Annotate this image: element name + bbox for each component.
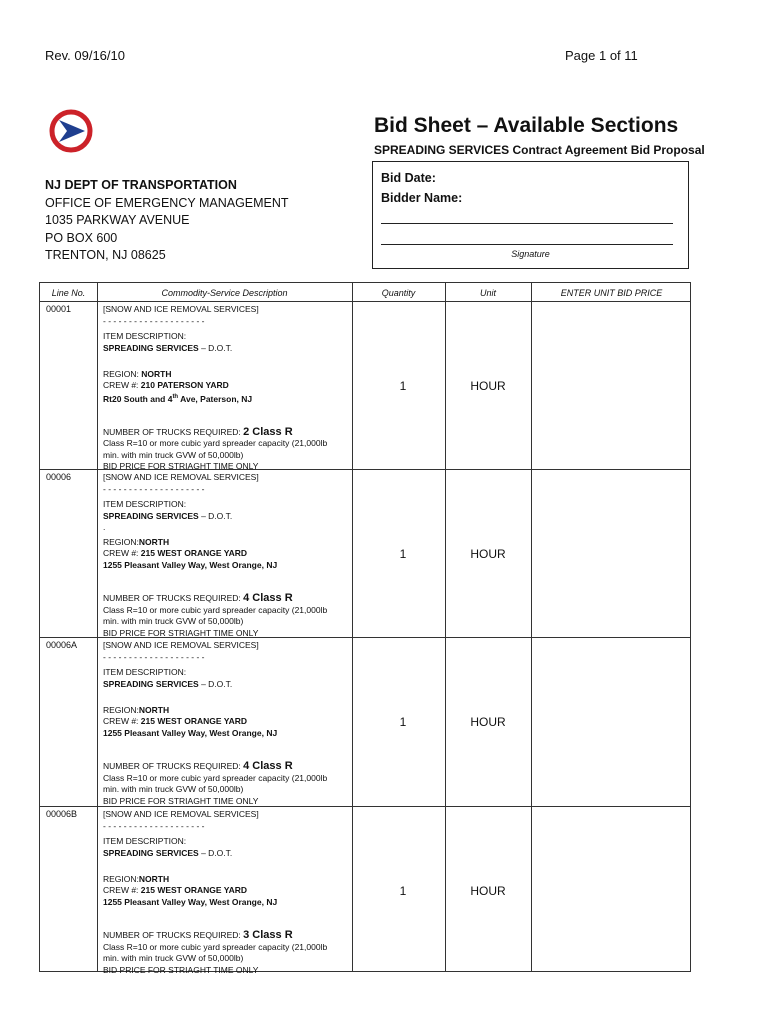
dot-line [103,859,353,871]
trucks-line [103,761,353,773]
signature-line[interactable] [381,244,673,245]
crew-value: 215 WEST ORANGE YARD [140,548,248,558]
line-number: 00001 [46,304,72,314]
crew-value: 215 WEST ORANGE YARD [140,885,248,895]
row-description [103,809,353,976]
separator-dashes: - - - - - - - - - - - - - - - - - - - - [103,483,205,494]
trucks-line [103,930,353,942]
trucks-label: NUMBER OF TRUCKS REQUIRED: [103,930,244,940]
agency-address [45,177,289,265]
region-line [103,874,353,886]
item-description-label: ITEM DESCRIPTION: [103,331,187,341]
page-subtitle: SPREADING SERVICES Contract Agreement Bid Proposal [374,143,705,157]
class-note-1: Class R=10 or more cubic yard spreader capacity (21,000lb [103,438,328,449]
trucks-label: NUMBER OF TRUCKS REQUIRED: [103,426,244,437]
page-title: Bid Sheet – Available Sections [374,114,679,137]
row-description [103,472,353,639]
line-number: 00006 [46,472,72,482]
separator-dashes: - - - - - - - - - - - - - - - - - - - - [103,651,205,662]
location-rest: Ave, Paterson, NJ [178,393,253,404]
bid-price-cell[interactable] [532,302,691,468]
location-sup: th [172,393,179,400]
crew-label: CREW #: [103,885,141,895]
address-line: OFFICE OF EMERGENCY MANAGEMENT [45,195,289,210]
bid-table [39,282,691,975]
dot-line [103,690,353,702]
row-description [103,304,353,473]
col-header-description: Commodity-Service Description [161,288,288,298]
separator-dashes: - - - - - - - - - - - - - - - - - - - - [103,315,205,326]
bid-note: BID PRICE FOR STRIAGHT TIME ONLY [103,627,259,638]
crew-line [103,716,353,728]
region-value: NORTH [138,873,170,884]
dot-line [103,354,353,366]
dot-line: . [103,522,106,532]
separator-dashes: - - - - - - - - - - - - - - - - - - - - [103,820,205,831]
item-description-label: ITEM DESCRIPTION: [103,499,187,509]
unit-value: HOUR [470,884,506,898]
bid-price-cell[interactable] [532,638,691,804]
location-text: 1255 Pleasant Valley Way, West Orange, NJ [103,559,278,570]
region-label: REGION: [103,368,142,379]
service-line [103,848,353,860]
service-line [103,511,353,523]
trucks-value: 2 Class R [243,425,293,438]
unit-value: HOUR [470,547,506,561]
crew-label: CREW #: [103,716,141,726]
revision-text: Rev. 09/16/10 [45,48,125,63]
location-line [103,897,353,909]
bid-price-cell[interactable] [532,807,691,973]
class-note-2: min. with min truck GVW of 50,000lb) [103,784,244,794]
line-number: 00006B [46,809,78,819]
region-line [103,537,353,549]
service-suffix: – D.O.T. [198,342,233,353]
crew-value: 215 WEST ORANGE YARD [140,716,248,726]
address-line: TRENTON, NJ 08625 [45,248,166,262]
bid-note: BID PRICE FOR STRIAGHT TIME ONLY [103,795,259,806]
crew-value: 210 PATERSON YARD [140,380,229,390]
location-text: Rt20 South and 4 [103,393,173,404]
category-text: [SNOW AND ICE REMOVAL SERVICES] [103,640,259,650]
class-note-2: min. with min truck GVW of 50,000lb) [103,449,244,460]
trucks-value: 4 Class R [243,760,293,772]
region-label: REGION: [103,704,139,715]
location-line [103,728,353,740]
crew-label: CREW #: [103,548,141,558]
trucks-line [103,427,353,439]
bid-note: BID PRICE FOR STRIAGHT TIME ONLY [103,964,259,975]
location-text: 1255 Pleasant Valley Way, West Orange, NJ [103,727,278,738]
unit-value: HOUR [470,715,506,729]
address-line: 1035 PARKWAY AVENUE [45,213,190,227]
quantity-value: 1 [399,715,407,729]
service-suffix: – D.O.T. [198,510,233,521]
service-line [103,679,353,691]
bidder-info-box [372,161,689,269]
col-header-quantity: Quantity [381,288,416,298]
service-name: SPREADING SERVICES [103,342,199,353]
bidder-name-label[interactable]: Bidder Name: [381,191,463,205]
col-header-unit: Unit [479,288,496,298]
service-suffix: – D.O.T. [198,847,233,858]
service-name: SPREADING SERVICES [103,678,199,689]
class-note-2: min. with min truck GVW of 50,000lb) [103,953,244,963]
region-value: NORTH [141,368,172,379]
col-header-line-no: Line No. [51,288,86,298]
col-header-bid-price: ENTER UNIT BID PRICE [560,288,663,298]
service-suffix: – D.O.T. [198,678,233,689]
bid-note: BID PRICE FOR STRIAGHT TIME ONLY [103,461,259,472]
region-label: REGION: [103,536,139,547]
item-description-label: ITEM DESCRIPTION: [103,836,187,846]
item-description-label: ITEM DESCRIPTION: [103,667,187,677]
region-line [103,369,353,381]
unit-value: HOUR [470,379,506,393]
bid-date-label: Bid Date: [381,171,436,185]
service-line [103,343,353,355]
row-description [103,640,353,807]
service-name: SPREADING SERVICES [103,510,199,521]
class-note-1: Class R=10 or more cubic yard spreader capacity (21,000lb [103,604,328,615]
crew-line [103,885,353,897]
page-number: Page 1 of 11 [565,48,638,63]
category-text: [SNOW AND ICE REMOVAL SERVICES] [103,809,259,819]
trucks-value: 4 Class R [243,592,293,604]
region-value: NORTH [138,536,170,547]
service-name: SPREADING SERVICES [103,847,199,858]
line-number: 00006A [46,640,78,650]
agency-name: NJ DEPT OF TRANSPORTATION [45,178,237,192]
trucks-label: NUMBER OF TRUCKS REQUIRED: [103,593,244,603]
crew-label: CREW #: [103,380,141,390]
region-label: REGION: [103,873,139,884]
location-line [103,392,353,405]
bidder-name-line[interactable] [381,223,673,224]
crew-line [103,548,353,560]
address-line: PO BOX 600 [45,230,118,245]
quantity-value: 1 [399,379,407,393]
trucks-label: NUMBER OF TRUCKS REQUIRED: [103,761,244,771]
signature-label: Signature [511,249,550,259]
crew-line [103,380,353,392]
quantity-value: 1 [399,884,407,898]
category-text: [SNOW AND ICE REMOVAL SERVICES] [103,304,259,314]
class-note-1: Class R=10 or more cubic yard spreader capacity (21,000lb [103,941,328,952]
category-text: [SNOW AND ICE REMOVAL SERVICES] [103,472,259,482]
location-text: 1255 Pleasant Valley Way, West Orange, NJ [103,896,278,907]
trucks-line [103,593,353,605]
region-line [103,705,353,717]
class-note-2: min. with min truck GVW of 50,000lb) [103,616,244,626]
region-value: NORTH [138,704,170,715]
location-line [103,560,353,572]
class-note-1: Class R=10 or more cubic yard spreader capacity (21,000lb [103,772,328,783]
bid-price-cell[interactable] [532,470,691,636]
njdot-logo-icon [48,108,94,154]
trucks-value: 3 Class R [243,929,293,941]
quantity-value: 1 [399,547,407,561]
